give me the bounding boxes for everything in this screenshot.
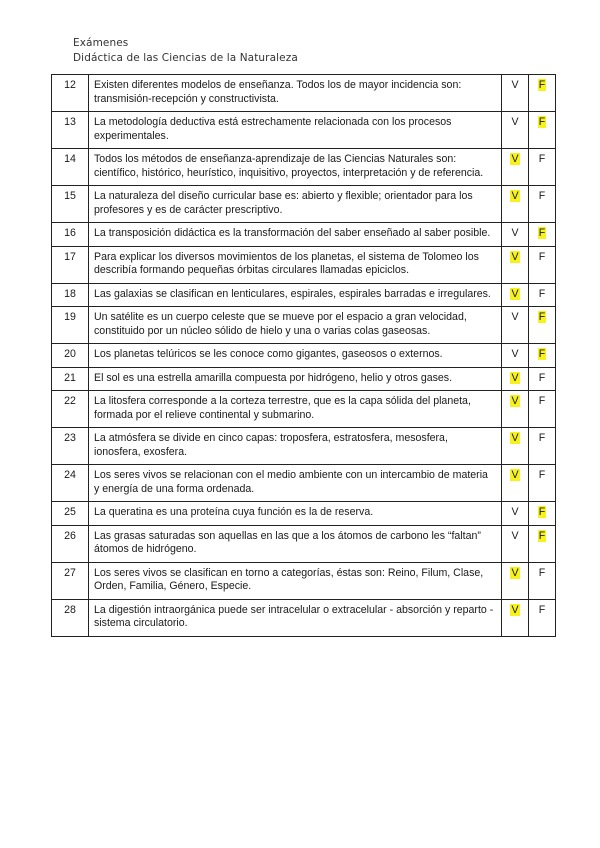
option-false: F	[538, 432, 546, 444]
question-number: 14	[52, 149, 89, 186]
question-number: 27	[52, 562, 89, 599]
true-false-table	[51, 74, 556, 637]
option-true: V	[511, 116, 519, 128]
option-true: V	[511, 153, 519, 165]
option-false-cell	[529, 344, 556, 368]
question-statement: Para explicar los diversos movimientos de los planetas, el sistema de Tolomeo los describía formando pequeñas órbitas circulares llamadas epiciclos.	[89, 246, 502, 283]
option-true-cell	[502, 149, 529, 186]
option-false-cell	[529, 149, 556, 186]
table-row	[52, 112, 556, 149]
question-statement: La atmósfera se divide en cinco capas: troposfera, estratosfera, mesosfera, ionosfera, exosfera.	[89, 428, 502, 465]
option-true: V	[511, 603, 519, 616]
question-statement: Los planetas telúricos se les conoce como gigantes, gaseosos o externos.	[89, 344, 502, 368]
option-false: F	[538, 395, 546, 407]
option-true-cell	[502, 428, 529, 465]
option-true: V	[511, 79, 519, 91]
question-statement: La queratina es una proteína cuya función es la de reserva.	[89, 502, 502, 526]
header-title: Exámenes	[73, 37, 129, 49]
option-true: V	[511, 348, 519, 360]
question-statement: La metodología deductiva está estrechamente relacionada con los procesos experimentales.	[89, 112, 502, 149]
question-statement: La transposición didáctica es la transformación del saber enseñado al saber posible.	[89, 223, 502, 247]
table-row	[52, 149, 556, 186]
option-false: F	[538, 348, 546, 360]
table-row	[52, 502, 556, 526]
option-false: F	[538, 506, 546, 518]
option-false-cell	[529, 223, 556, 247]
table-row	[52, 75, 556, 112]
question-number: 13	[52, 112, 89, 149]
question-number: 28	[52, 599, 89, 636]
question-number: 24	[52, 465, 89, 502]
option-true-cell	[502, 465, 529, 502]
table-row	[52, 525, 556, 562]
option-false: F	[538, 529, 546, 542]
question-number: 25	[52, 502, 89, 526]
question-number: 12	[52, 75, 89, 112]
question-statement: El sol es una estrella amarilla compuesta por hidrógeno, helio y otros gases.	[89, 367, 502, 391]
option-false-cell	[529, 465, 556, 502]
option-true: V	[511, 311, 519, 323]
option-false: F	[538, 566, 546, 579]
question-statement: Las galaxias se clasifican en lenticulares, espirales, espirales barradas e irregulares.	[89, 283, 502, 307]
option-true: V	[511, 506, 519, 518]
option-true: V	[511, 371, 519, 384]
question-number: 15	[52, 186, 89, 223]
option-false-cell	[529, 599, 556, 636]
question-number: 26	[52, 525, 89, 562]
option-false: F	[538, 469, 546, 481]
header-subtitle: Didáctica de las Ciencias de la Naturaleza	[73, 52, 298, 64]
option-true-cell	[502, 283, 529, 307]
option-false: F	[538, 250, 546, 263]
option-false-cell	[529, 502, 556, 526]
question-number: 23	[52, 428, 89, 465]
option-true-cell	[502, 75, 529, 112]
option-true-cell	[502, 599, 529, 636]
question-statement: Todos los métodos de enseñanza-aprendizaje de las Ciencias Naturales son: científico, histórico, heurístico, inquisitivo, proyectos, interpretación y de referencia.	[89, 149, 502, 186]
option-false-cell	[529, 391, 556, 428]
option-false-cell	[529, 562, 556, 599]
option-false: F	[538, 79, 546, 91]
option-false: F	[538, 311, 546, 323]
question-number: 21	[52, 367, 89, 391]
option-true-cell	[502, 186, 529, 223]
question-statement: La naturaleza del diseño curricular base es: abierto y flexible; orientador para los profesores y es de carácter prescriptivo.	[89, 186, 502, 223]
option-false: F	[538, 190, 546, 202]
option-false-cell	[529, 246, 556, 283]
option-false-cell	[529, 186, 556, 223]
question-statement: Los seres vivos se clasifican en torno a categorías, éstas son: Reino, Filum, Clase, Orden, Familia, Género, Especie.	[89, 562, 502, 599]
option-true: V	[511, 227, 519, 239]
option-false-cell	[529, 283, 556, 307]
option-false-cell	[529, 428, 556, 465]
option-true: V	[511, 395, 519, 407]
table-row	[52, 599, 556, 636]
option-false: F	[538, 227, 546, 239]
option-true: V	[511, 190, 519, 202]
option-true: V	[511, 250, 519, 263]
question-number: 20	[52, 344, 89, 368]
table-row	[52, 246, 556, 283]
option-false-cell	[529, 525, 556, 562]
option-false-cell	[529, 112, 556, 149]
option-true-cell	[502, 223, 529, 247]
option-false: F	[538, 287, 546, 300]
table-row	[52, 186, 556, 223]
option-true-cell	[502, 246, 529, 283]
table-row	[52, 307, 556, 344]
table-row	[52, 428, 556, 465]
table-body	[52, 75, 556, 637]
table-row	[52, 367, 556, 391]
question-number: 17	[52, 246, 89, 283]
table-row	[52, 465, 556, 502]
table-row	[52, 562, 556, 599]
question-number: 22	[52, 391, 89, 428]
option-true: V	[511, 432, 519, 444]
question-number: 16	[52, 223, 89, 247]
question-statement: La litosfera corresponde a la corteza terrestre, que es la capa sólida del planeta, formada por el relieve continental y submarino.	[89, 391, 502, 428]
option-true-cell	[502, 502, 529, 526]
table-row	[52, 391, 556, 428]
question-statement: Las grasas saturadas son aquellas en las que a los átomos de carbono les “faltan” átomos de hidrógeno.	[89, 525, 502, 562]
document-header	[73, 36, 298, 66]
option-true-cell	[502, 367, 529, 391]
question-statement: Los seres vivos se relacionan con el medio ambiente con un intercambio de materia y energía de una forma ordenada.	[89, 465, 502, 502]
question-number: 18	[52, 283, 89, 307]
option-true: V	[511, 529, 519, 542]
option-true-cell	[502, 562, 529, 599]
option-false-cell	[529, 367, 556, 391]
option-false: F	[538, 603, 546, 616]
option-true-cell	[502, 391, 529, 428]
option-false-cell	[529, 75, 556, 112]
table-row	[52, 223, 556, 247]
option-false: F	[538, 116, 546, 128]
option-true-cell	[502, 344, 529, 368]
option-true: V	[511, 469, 519, 481]
option-false-cell	[529, 307, 556, 344]
table-row	[52, 344, 556, 368]
table-row	[52, 283, 556, 307]
question-statement: La digestión intraorgánica puede ser intracelular o extracelular - absorción y reparto -sistema circulatorio.	[89, 599, 502, 636]
question-statement: Un satélite es un cuerpo celeste que se mueve por el espacio a gran velocidad, constituido por un núcleo sólido de hielo y una o varias colas gaseosas.	[89, 307, 502, 344]
option-false: F	[538, 153, 546, 165]
question-statement: Existen diferentes modelos de enseñanza. Todos los de mayor incidencia son: transmisión-recepción y constructivista.	[89, 75, 502, 112]
option-true-cell	[502, 307, 529, 344]
option-true-cell	[502, 112, 529, 149]
option-true-cell	[502, 525, 529, 562]
option-false: F	[538, 371, 546, 384]
option-true: V	[511, 566, 519, 579]
question-number: 19	[52, 307, 89, 344]
option-true: V	[511, 287, 519, 300]
